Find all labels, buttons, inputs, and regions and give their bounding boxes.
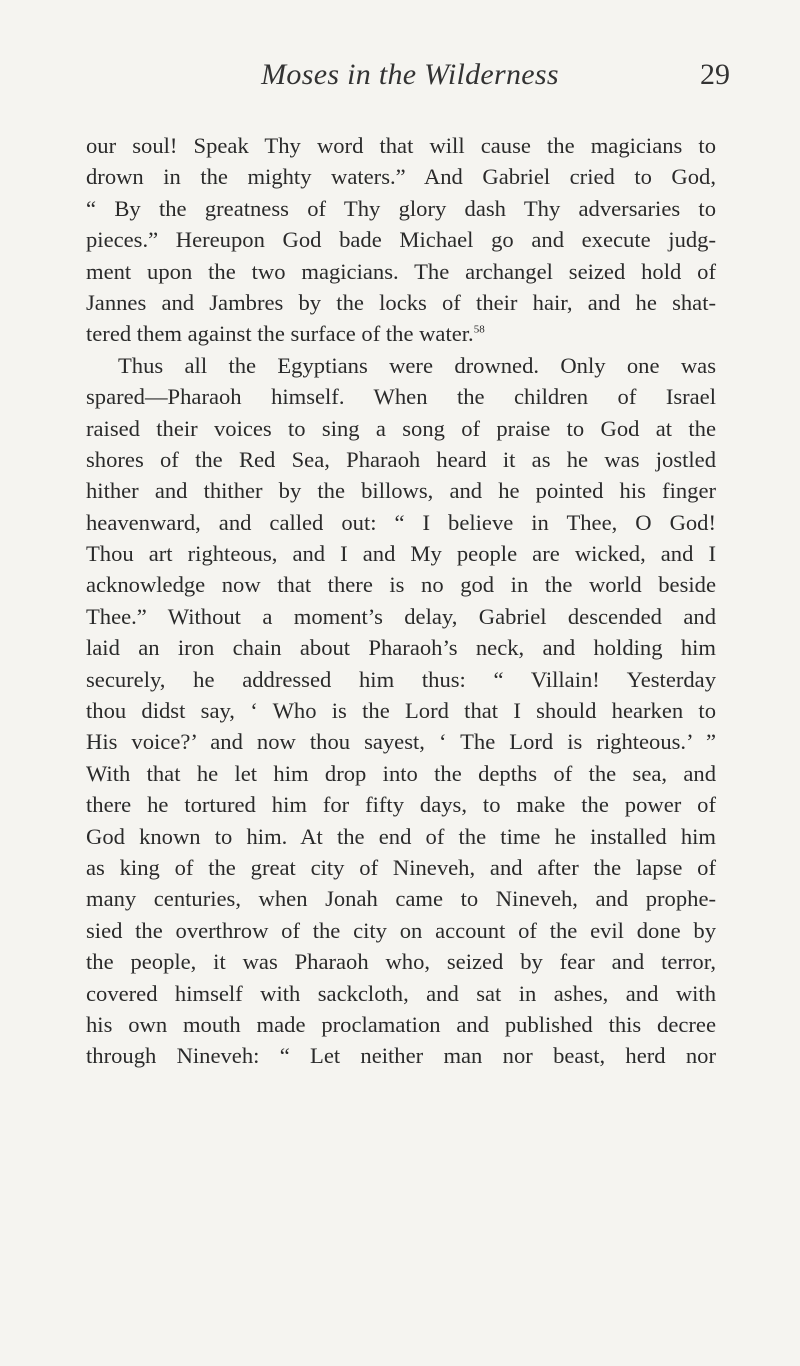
text-line: his own mouth made proclamation and published this decree — [86, 1011, 716, 1037]
text-line: laid an iron chain about Pharaoh’s neck, and holding him — [86, 635, 716, 661]
text-line-paragraph-end — [86, 318, 716, 349]
text-line: many centuries, when Jonah came to Nineveh, and prophe- — [86, 886, 716, 912]
text-line: acknowledge now that there is no god in the world beside — [86, 572, 716, 598]
text-line-content: tered them against the surface of the water. — [86, 321, 474, 347]
text-line: God known to him. At the end of the time he installed him — [86, 823, 716, 849]
text-line: shores of the Red Sea, Pharaoh heard it as he was jostled — [86, 446, 716, 472]
text-line: sied the overthrow of the city on account of the evil done by — [86, 917, 716, 943]
text-line: drown in the mighty waters.” And Gabriel cried to God, — [86, 164, 716, 190]
text-line: hither and thither by the billows, and he pointed his finger — [86, 478, 716, 504]
text-line: heavenward, and called out: “ I believe in Thee, O God! — [86, 509, 716, 535]
text-line: the people, it was Pharaoh who, seized by fear and terror, — [86, 949, 716, 975]
text-line-paragraph-start: Thus all the Egyptians were drowned. Only one was — [118, 352, 716, 378]
body-text — [86, 130, 716, 1072]
text-line: there he tortured him for fifty days, to make the power of — [86, 792, 716, 818]
text-line: through Nineveh: “ Let neither man nor beast, herd nor — [86, 1043, 716, 1069]
running-head — [90, 58, 730, 98]
text-line: thou didst say, ‘ Who is the Lord that I should hearken to — [86, 698, 716, 724]
text-line: raised their voices to sing a song of praise to God at the — [86, 415, 716, 441]
running-title: Moses in the Wilderness — [261, 58, 559, 91]
text-line: With that he let him drop into the depths of the sea, and — [86, 760, 716, 786]
text-line: His voice?’ and now thou sayest, ‘ The Lord is righteous.’ ” — [86, 729, 716, 755]
text-line: as king of the great city of Nineveh, and after the lapse of — [86, 854, 716, 880]
text-line: Thou art righteous, and I and My people are wicked, and I — [86, 541, 716, 567]
text-line: “ By the greatness of Thy glory dash Thy adversaries to — [86, 195, 716, 221]
text-line: ment upon the two magicians. The archangel seized hold of — [86, 258, 716, 284]
text-line: pieces.” Hereupon God bade Michael go and execute judg- — [86, 227, 716, 253]
text-line: covered himself with sackcloth, and sat in ashes, and with — [86, 980, 716, 1006]
text-line: our soul! Speak Thy word that will cause the magicians to — [86, 133, 716, 158]
footnote-marker: 58 — [473, 323, 485, 336]
text-line: Thee.” Without a moment’s delay, Gabriel descended and — [86, 603, 716, 629]
text-line: securely, he addressed him thus: “ Villain! Yesterday — [86, 666, 716, 692]
text-line: spared—Pharaoh himself. When the children of Israel — [86, 384, 716, 410]
text-line: Jannes and Jambres by the locks of their hair, and he shat- — [86, 289, 716, 315]
page-number: 29 — [700, 58, 730, 91]
